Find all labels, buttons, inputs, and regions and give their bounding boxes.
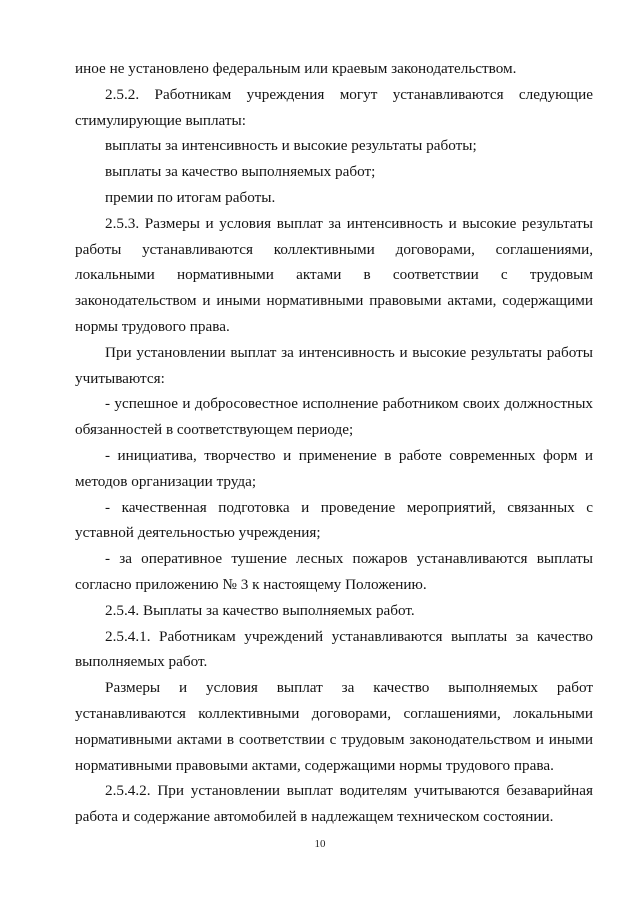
- paragraph-2-5-3: 2.5.3. Размеры и условия выплат за интенсивность и высокие результаты работы устанавливаются коллективными договорами, соглашениями, локальными нормативными актами в соответствии с трудовым законодательством и иными нормативными правовыми актами, содержащими нормы трудового права.: [75, 214, 593, 335]
- paragraph-2-5-4: 2.5.4. Выплаты за качество выполняемых работ.: [105, 601, 415, 619]
- paragraph-continuation: иное не установлено федеральным или краевым законодательством.: [75, 60, 517, 77]
- paragraph-2-5-4-1: 2.5.4.1. Работникам учреждений устанавливаются выплаты за качество выполняемых работ.: [75, 627, 593, 671]
- paragraph-criteria-intro: При установлении выплат за интенсивность и высокие результаты работы учитываются:: [75, 343, 593, 387]
- criteria-item-initiative: - инициатива, творчество и применение в работе современных форм и методов организации труда;: [75, 446, 593, 490]
- paragraph-2-5-4-2: 2.5.4.2. При установлении выплат водителям учитываются безаварийная работа и содержание автомобилей в надлежащем техническом состоянии.: [75, 782, 593, 826]
- document-body: [75, 56, 593, 830]
- criteria-item-firefighting: - за оперативное тушение лесных пожаров устанавливаются выплаты согласно приложению № 3 к настоящему Положению.: [75, 550, 593, 593]
- criteria-item-events: - качественная подготовка и проведение мероприятий, связанных с уставной деятельностью учреждения;: [75, 498, 593, 542]
- paragraph-quality-conditions: Размеры и условия выплат за качество выполняемых работ устанавливаются коллективными договорами, соглашениями, локальными нормативными актами в соответствии с трудовым законодательством и иными нормативными правовыми актами, содержащими нормы трудового права.: [75, 679, 593, 774]
- list-item-bonuses: премии по итогам работы.: [105, 188, 276, 206]
- list-item-quality-payments: выплаты за качество выполняемых работ;: [105, 163, 376, 181]
- list-item-intensity-payments: выплаты за интенсивность и высокие результаты работы;: [105, 137, 477, 155]
- paragraph-2-5-2: 2.5.2. Работникам учреждения могут устанавливаются следующие стимулирующие выплаты:: [75, 85, 593, 129]
- page-number: 10: [314, 838, 326, 850]
- criteria-item-diligence: - успешное и добросовестное исполнение работником своих должностных обязанностей в соответствующем периоде;: [75, 395, 593, 439]
